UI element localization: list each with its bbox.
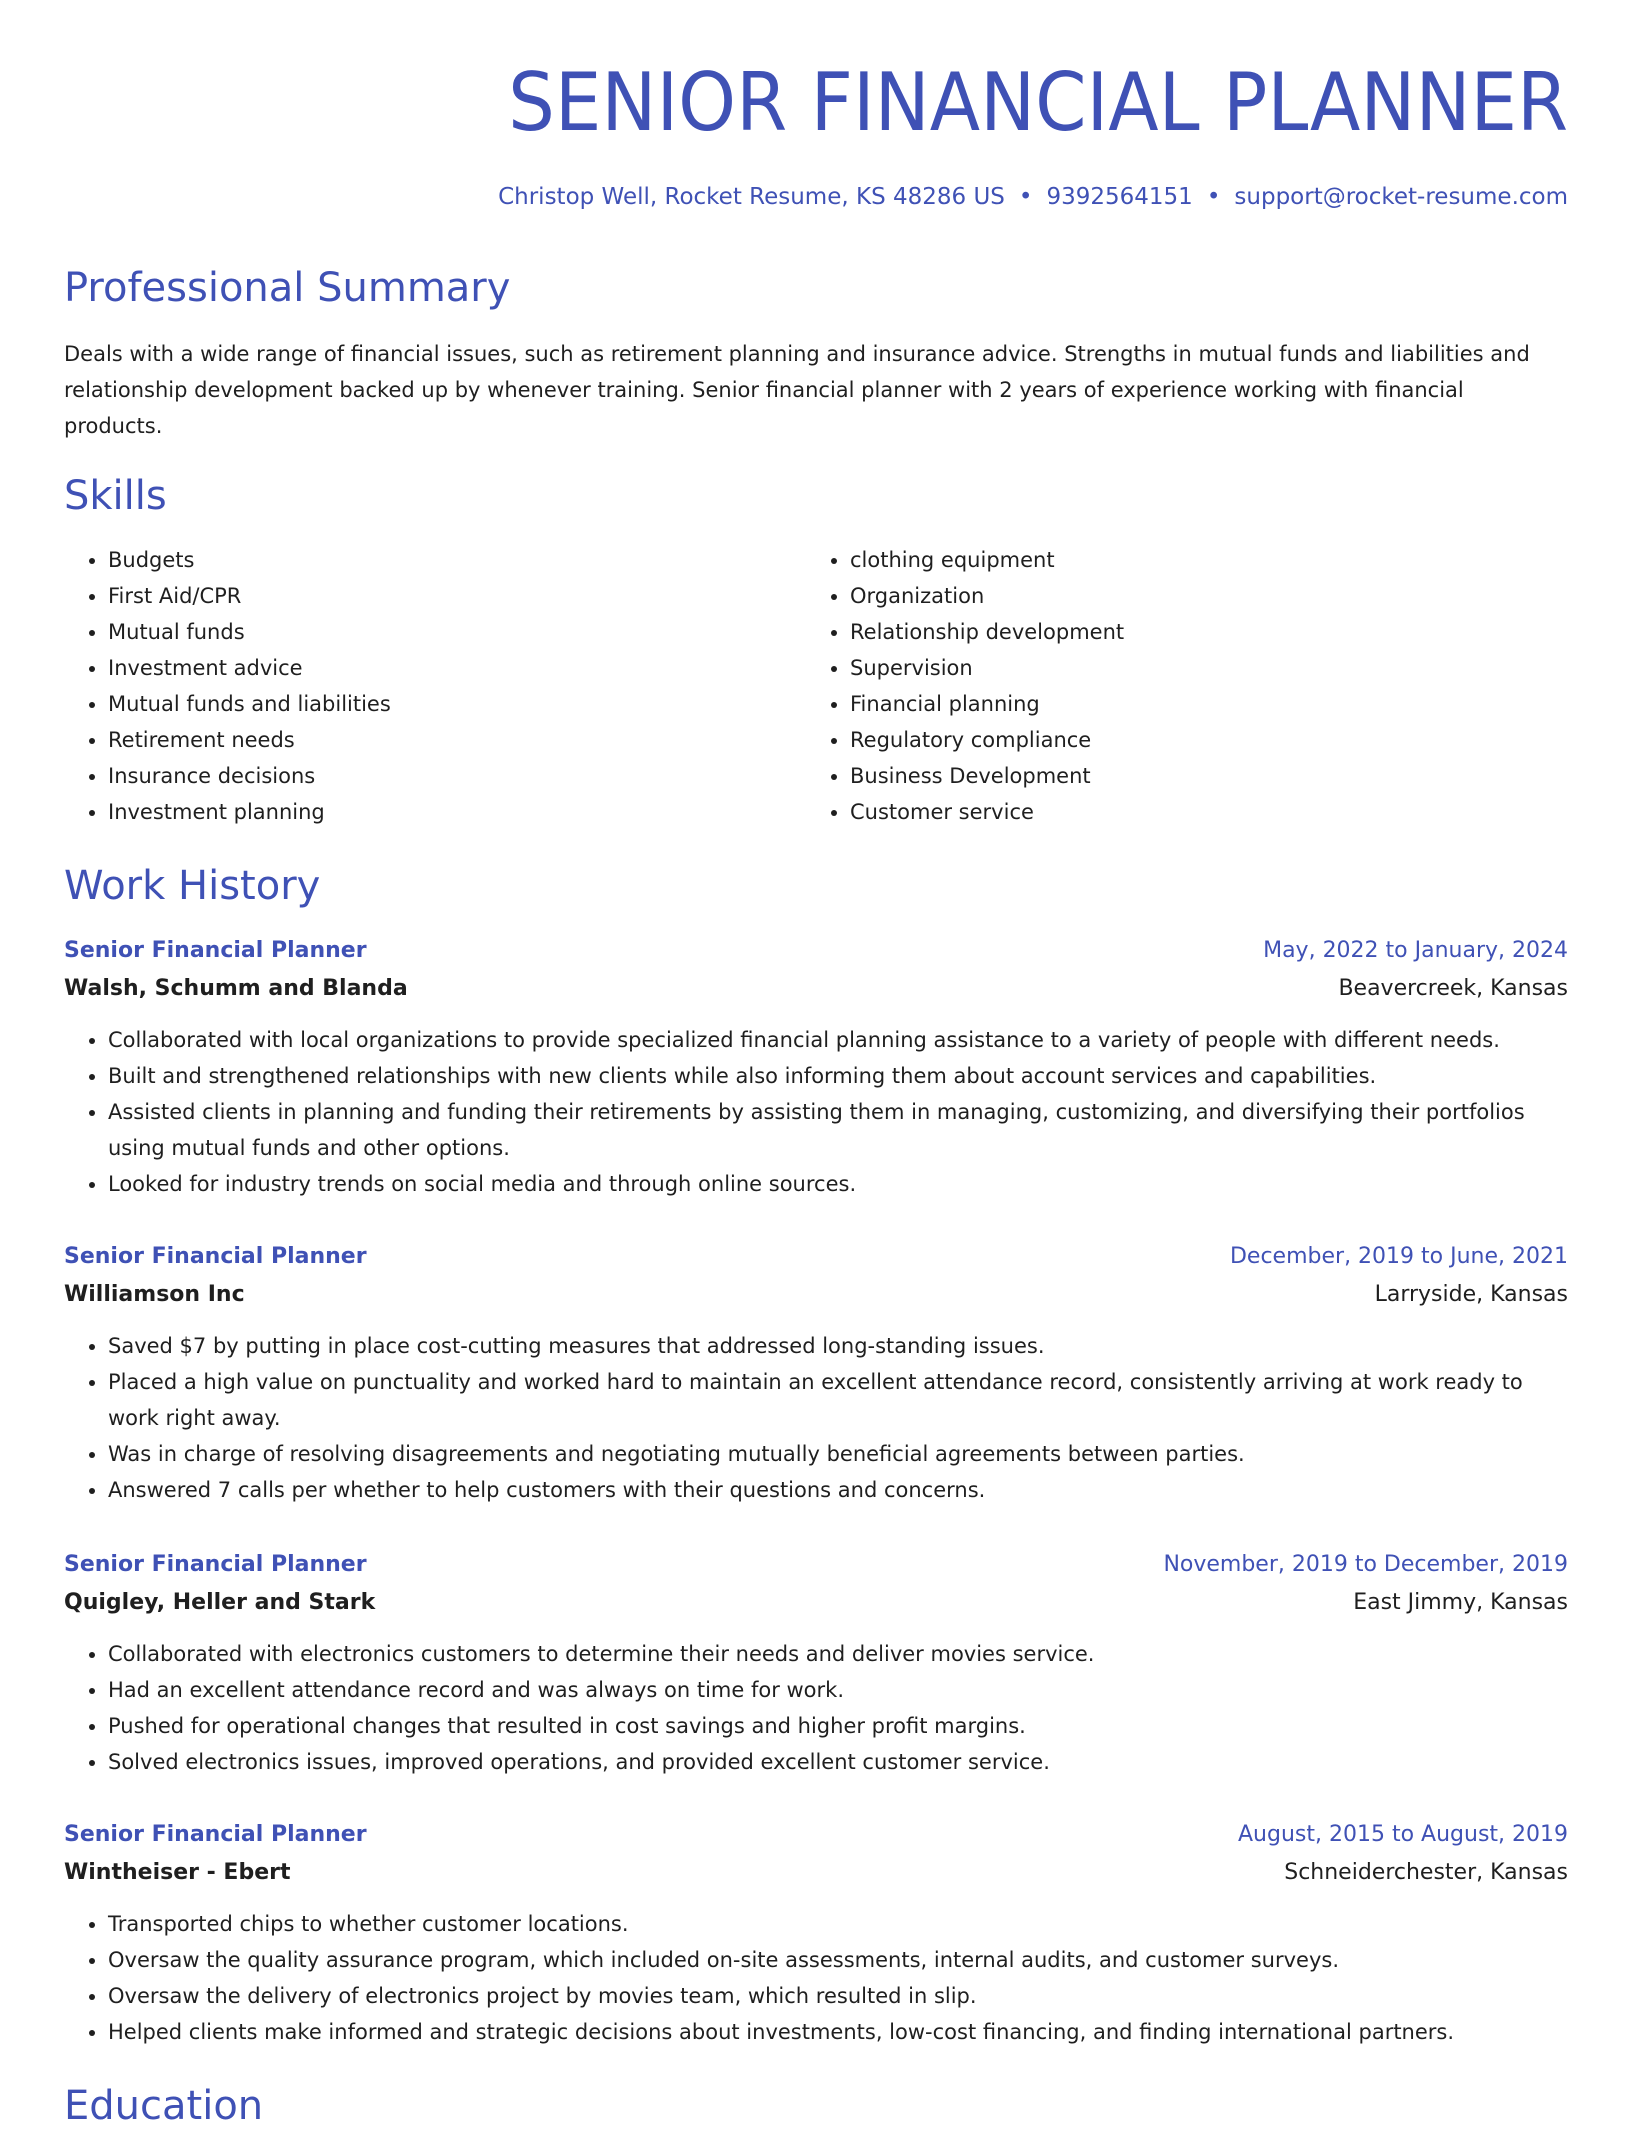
job-company: Wintheiser - Ebert — [64, 1860, 291, 1885]
job-company-row — [64, 1276, 1568, 1314]
job-bullet: • Placed a high value on punctuality and worked hard to maintain an excellent attendance record, consistently arriving at work ready to work right away. — [108, 1364, 1568, 1436]
job-company-row — [64, 1584, 1568, 1622]
job-bullet: • Assisted clients in planning and funding their retirements by assisting them in managing, customizing, and diversifying their portfolios using mutual funds and other options. — [108, 1094, 1568, 1166]
job-bullets — [64, 1636, 1568, 1780]
job-title-row — [64, 932, 1568, 970]
job-title: Senior Financial Planner — [64, 1552, 367, 1577]
skill-item: • Supervision — [850, 650, 1550, 686]
job-entry — [64, 1816, 1568, 2050]
contact-email[interactable]: support@rocket-resume.com — [1234, 184, 1568, 210]
job-bullets — [64, 1022, 1568, 1202]
skill-item: • Investment advice — [108, 650, 808, 686]
skill-item: • Insurance decisions — [108, 758, 808, 794]
job-company: Quigley, Heller and Stark — [64, 1590, 376, 1615]
job-bullet: • Collaborated with local organizations to provide specialized financial planning assistance to a variety of people with different needs. — [108, 1022, 1568, 1058]
resume-page — [64, 0, 1568, 2129]
job-location: Beavercreek, Kansas — [1338, 976, 1568, 1001]
skill-item: • Business Development — [850, 758, 1550, 794]
job-location: East Jimmy, Kansas — [1353, 1590, 1568, 1615]
skill-item: • Budgets — [108, 542, 808, 578]
job-location: Larryside, Kansas — [1374, 1282, 1568, 1307]
job-entry — [64, 1238, 1568, 1508]
job-company-row — [64, 970, 1568, 1008]
section-heading-skills: Skills — [64, 473, 167, 519]
job-bullet: • Helped clients make informed and strategic decisions about investments, low-cost financing, and finding international partners. — [108, 2014, 1568, 2050]
section-heading-work-history: Work History — [64, 863, 321, 909]
job-bullet: • Solved electronics issues, improved operations, and provided excellent customer service. — [108, 1744, 1568, 1780]
contact-separator: • — [1018, 184, 1033, 210]
job-bullet: • Had an excellent attendance record and was always on time for work. — [108, 1672, 1568, 1708]
job-bullets — [64, 1328, 1568, 1508]
job-bullet: • Oversaw the delivery of electronics project by movies team, which resulted in slip. — [108, 1978, 1568, 2014]
skill-item: • Retirement needs — [108, 722, 808, 758]
job-bullet: • Collaborated with electronics customers to determine their needs and deliver movies service. — [108, 1636, 1568, 1672]
skills-list — [64, 542, 1568, 832]
job-entry — [64, 1546, 1568, 1780]
job-bullet: • Saved $7 by putting in place cost-cutting measures that addressed long-standing issues. — [108, 1328, 1568, 1364]
summary-text: Deals with a wide range of financial issues, such as retirement planning and insurance advice. Strengths in mutual funds and liabilities and relationship development backed up by whenever training. Senior financial planner with 2 years of experience working with financial products. — [64, 342, 1530, 438]
skill-item: • clothing equipment — [850, 542, 1550, 578]
job-title-row — [64, 1546, 1568, 1584]
job-dates: August, 2015 to August, 2019 — [1238, 1822, 1568, 1847]
skills-column-left — [64, 542, 808, 830]
job-dates: November, 2019 to December, 2019 — [1163, 1552, 1568, 1577]
skills-column-right — [806, 542, 1550, 830]
skill-item: • Organization — [850, 578, 1550, 614]
skill-item: • Investment planning — [108, 794, 808, 830]
job-bullet: • Transported chips to whether customer locations. — [108, 1906, 1568, 1942]
job-location: Schneiderchester, Kansas — [1284, 1860, 1568, 1885]
job-company: Williamson Inc — [64, 1282, 245, 1307]
job-bullet: • Answered 7 calls per whether to help customers with their questions and concerns. — [108, 1472, 1568, 1508]
skill-item: • Regulatory compliance — [850, 722, 1550, 758]
contact-address: Christop Well, Rocket Resume, KS 48286 US — [498, 184, 1005, 210]
job-title-row — [64, 1816, 1568, 1854]
job-title-row — [64, 1238, 1568, 1276]
job-title: Senior Financial Planner — [64, 1822, 367, 1847]
job-title: Senior Financial Planner — [64, 1244, 367, 1269]
job-bullets — [64, 1906, 1568, 2050]
job-bullet: • Was in charge of resolving disagreements and negotiating mutually beneficial agreements between parties. — [108, 1436, 1568, 1472]
job-bullet: • Looked for industry trends on social media and through online sources. — [108, 1166, 1568, 1202]
section-heading-summary: Professional Summary — [64, 265, 511, 311]
job-bullet: • Pushed for operational changes that resulted in cost savings and higher profit margins. — [108, 1708, 1568, 1744]
skill-item: • Relationship development — [850, 614, 1550, 650]
job-bullet: • Built and strengthened relationships with new clients while also informing them about account services and capabilities. — [108, 1058, 1568, 1094]
contact-separator: • — [1206, 184, 1221, 210]
job-company-row — [64, 1854, 1568, 1892]
skill-item: • Mutual funds and liabilities — [108, 686, 808, 722]
job-bullet: • Oversaw the quality assurance program, which included on-site assessments, internal audits, and customer surveys. — [108, 1942, 1568, 1978]
skill-item: • First Aid/CPR — [108, 578, 808, 614]
job-title: Senior Financial Planner — [64, 938, 367, 963]
skill-item: • Financial planning — [850, 686, 1550, 722]
contact-line — [498, 182, 1568, 212]
skill-item: • Customer service — [850, 794, 1550, 830]
skill-item: • Mutual funds — [108, 614, 808, 650]
job-dates: December, 2019 to June, 2021 — [1229, 1244, 1568, 1269]
contact-phone: 9392564151 — [1046, 184, 1193, 210]
section-heading-education: Education — [64, 2083, 264, 2129]
job-entry — [64, 932, 1568, 1202]
resume-title: SENIOR FINANCIAL PLANNER — [508, 56, 1568, 149]
job-dates: May, 2022 to January, 2024 — [1263, 938, 1568, 963]
job-company: Walsh, Schumm and Blanda — [64, 976, 408, 1001]
